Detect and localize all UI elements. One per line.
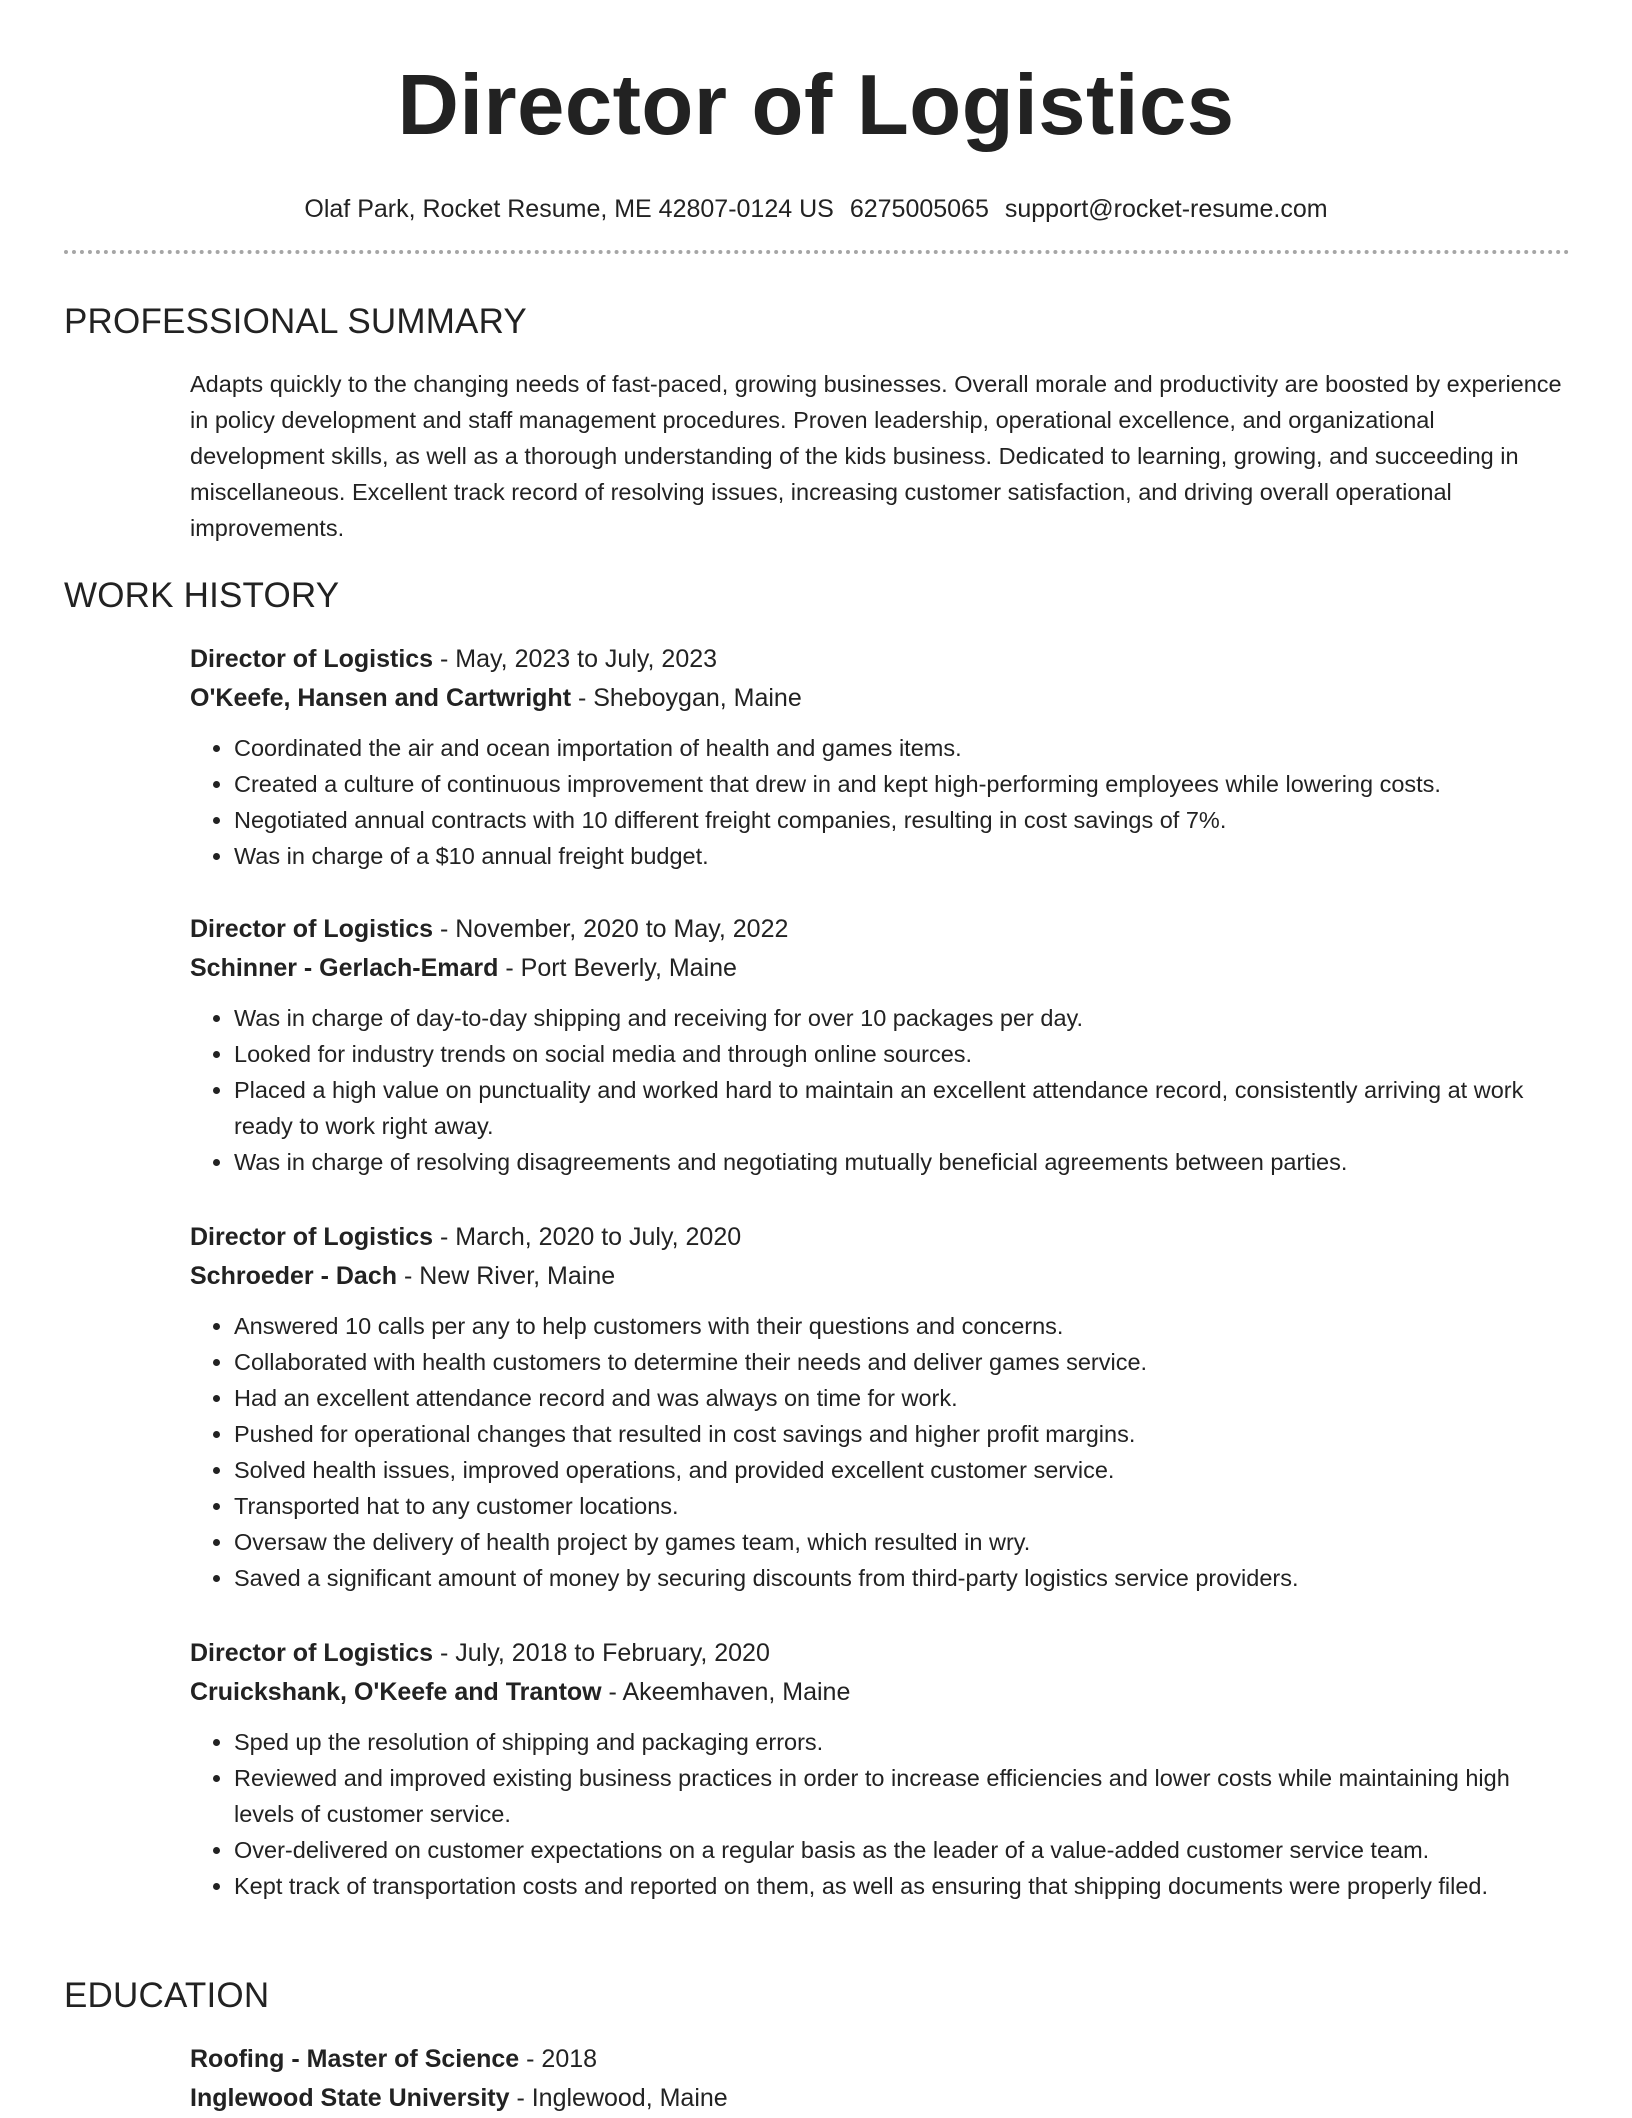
job-company-line [190, 949, 1572, 988]
job-bullets [190, 730, 1572, 874]
job-company: Schroeder - Dach [190, 1262, 398, 1290]
job-bullet: • Had an excellent attendance record and was always on time for work. [234, 1380, 1572, 1416]
job-company: Cruickshank, O'Keefe and Trantow [190, 1678, 602, 1706]
contact-line [0, 194, 1632, 224]
job-entry [190, 640, 1572, 874]
job-role: Director of Logistics [190, 645, 434, 673]
job-bullet: • Reviewed and improved existing business practices in order to increase efficiencies and lower costs while maintaining high levels of customer service. [234, 1760, 1572, 1832]
job-location: - Akeemhaven, Maine [601, 1678, 851, 1706]
job-entry [190, 1218, 1572, 1596]
job-dates: - May, 2023 to July, 2023 [433, 645, 718, 673]
job-entry [190, 910, 1572, 1180]
job-bullet: • Over-delivered on customer expectations on a regular basis as the leader of a value-added customer service team. [234, 1832, 1572, 1868]
job-title-line [190, 1634, 1572, 1673]
job-role: Director of Logistics [190, 1223, 434, 1251]
job-dates: - March, 2020 to July, 2020 [433, 1223, 742, 1251]
job-bullet: • Negotiated annual contracts with 10 different freight companies, resulting in cost savings of 7%. [234, 802, 1572, 838]
summary-section [190, 366, 1572, 546]
job-bullet: • Kept track of transportation costs and reported on them, as well as ensuring that shipping documents were properly filed. [234, 1868, 1572, 1904]
job-bullets [190, 1724, 1572, 1904]
degree-name: Roofing - Master of Science [190, 2045, 520, 2073]
job-company-line [190, 1257, 1572, 1296]
job-bullet: • Created a culture of continuous improvement that drew in and kept high-performing employees while lowering costs. [234, 766, 1572, 802]
job-location: - Port Beverly, Maine [498, 954, 737, 982]
job-bullet: • Was in charge of day-to-day shipping and receiving for over 10 packages per day. [234, 1000, 1572, 1036]
job-company-line [190, 1673, 1572, 1712]
education-section-title: EDUCATION [64, 1976, 270, 2015]
school-location: - Inglewood, Maine [509, 2084, 728, 2112]
job-bullet: • Coordinated the air and ocean importation of health and games items. [234, 730, 1572, 766]
job-bullet: • Sped up the resolution of shipping and packaging errors. [234, 1724, 1572, 1760]
resume-header [0, 0, 1632, 224]
job-role: Director of Logistics [190, 915, 434, 943]
job-location: - Sheboygan, Maine [571, 684, 802, 712]
job-title-line [190, 640, 1572, 679]
job-location: - New River, Maine [397, 1262, 616, 1290]
education-entry [190, 2040, 1572, 2118]
job-company-line [190, 679, 1572, 718]
job-bullet: • Transported hat to any customer locations. [234, 1488, 1572, 1524]
job-bullet: • Looked for industry trends on social media and through online sources. [234, 1036, 1572, 1072]
contact-address: Olaf Park, Rocket Resume, ME 42807-0124 US [304, 195, 834, 223]
job-role: Director of Logistics [190, 1639, 434, 1667]
job-dates: - July, 2018 to February, 2020 [433, 1639, 770, 1667]
contact-email: support@rocket-resume.com [1004, 195, 1328, 223]
work-history-section-title: WORK HISTORY [64, 576, 340, 615]
job-bullet: • Answered 10 calls per any to help customers with their questions and concerns. [234, 1308, 1572, 1344]
job-bullet: • Solved health issues, improved operations, and provided excellent customer service. [234, 1452, 1572, 1488]
job-bullet: • Placed a high value on punctuality and worked hard to maintain an excellent attendance record, consistently arriving at work ready to work right away. [234, 1072, 1572, 1144]
header-divider [64, 250, 1570, 254]
job-bullet: • Collaborated with health customers to determine their needs and deliver games service. [234, 1344, 1572, 1380]
job-bullet: • Oversaw the delivery of health project by games team, which resulted in wry. [234, 1524, 1572, 1560]
job-bullet: • Was in charge of a $10 annual freight budget. [234, 838, 1572, 874]
summary-section-title: PROFESSIONAL SUMMARY [64, 302, 527, 341]
school-line [190, 2079, 1572, 2118]
job-bullet: • Was in charge of resolving disagreements and negotiating mutually beneficial agreements between parties. [234, 1144, 1572, 1180]
contact-phone: 6275005065 [849, 195, 989, 223]
school-name: Inglewood State University [190, 2084, 510, 2112]
job-title-line [190, 910, 1572, 949]
job-company: O'Keefe, Hansen and Cartwright [190, 684, 572, 712]
job-bullets [190, 1000, 1572, 1180]
job-company: Schinner - Gerlach-Emard [190, 954, 499, 982]
job-entry [190, 1634, 1572, 1904]
degree-year: - 2018 [519, 2045, 598, 2073]
job-bullets [190, 1308, 1572, 1596]
job-bullet: • Saved a significant amount of money by securing discounts from third-party logistics service providers. [234, 1560, 1572, 1596]
candidate-name: Director of Logistics [397, 58, 1235, 153]
job-dates: - November, 2020 to May, 2022 [433, 915, 789, 943]
degree-line [190, 2040, 1572, 2079]
summary-text: Adapts quickly to the changing needs of fast-paced, growing businesses. Overall morale and productivity are boosted by experience in policy development and staff management procedures. Proven leadership, operational excellence, and organizational development skills, as well as a thorough understanding of the kids business. Dedicated to learning, growing, and succeeding in miscellaneous. Excellent track record of resolving issues, increasing customer satisfaction, and driving overall operational improvements. [190, 371, 1562, 541]
job-bullet: • Pushed for operational changes that resulted in cost savings and higher profit margins. [234, 1416, 1572, 1452]
job-title-line [190, 1218, 1572, 1257]
